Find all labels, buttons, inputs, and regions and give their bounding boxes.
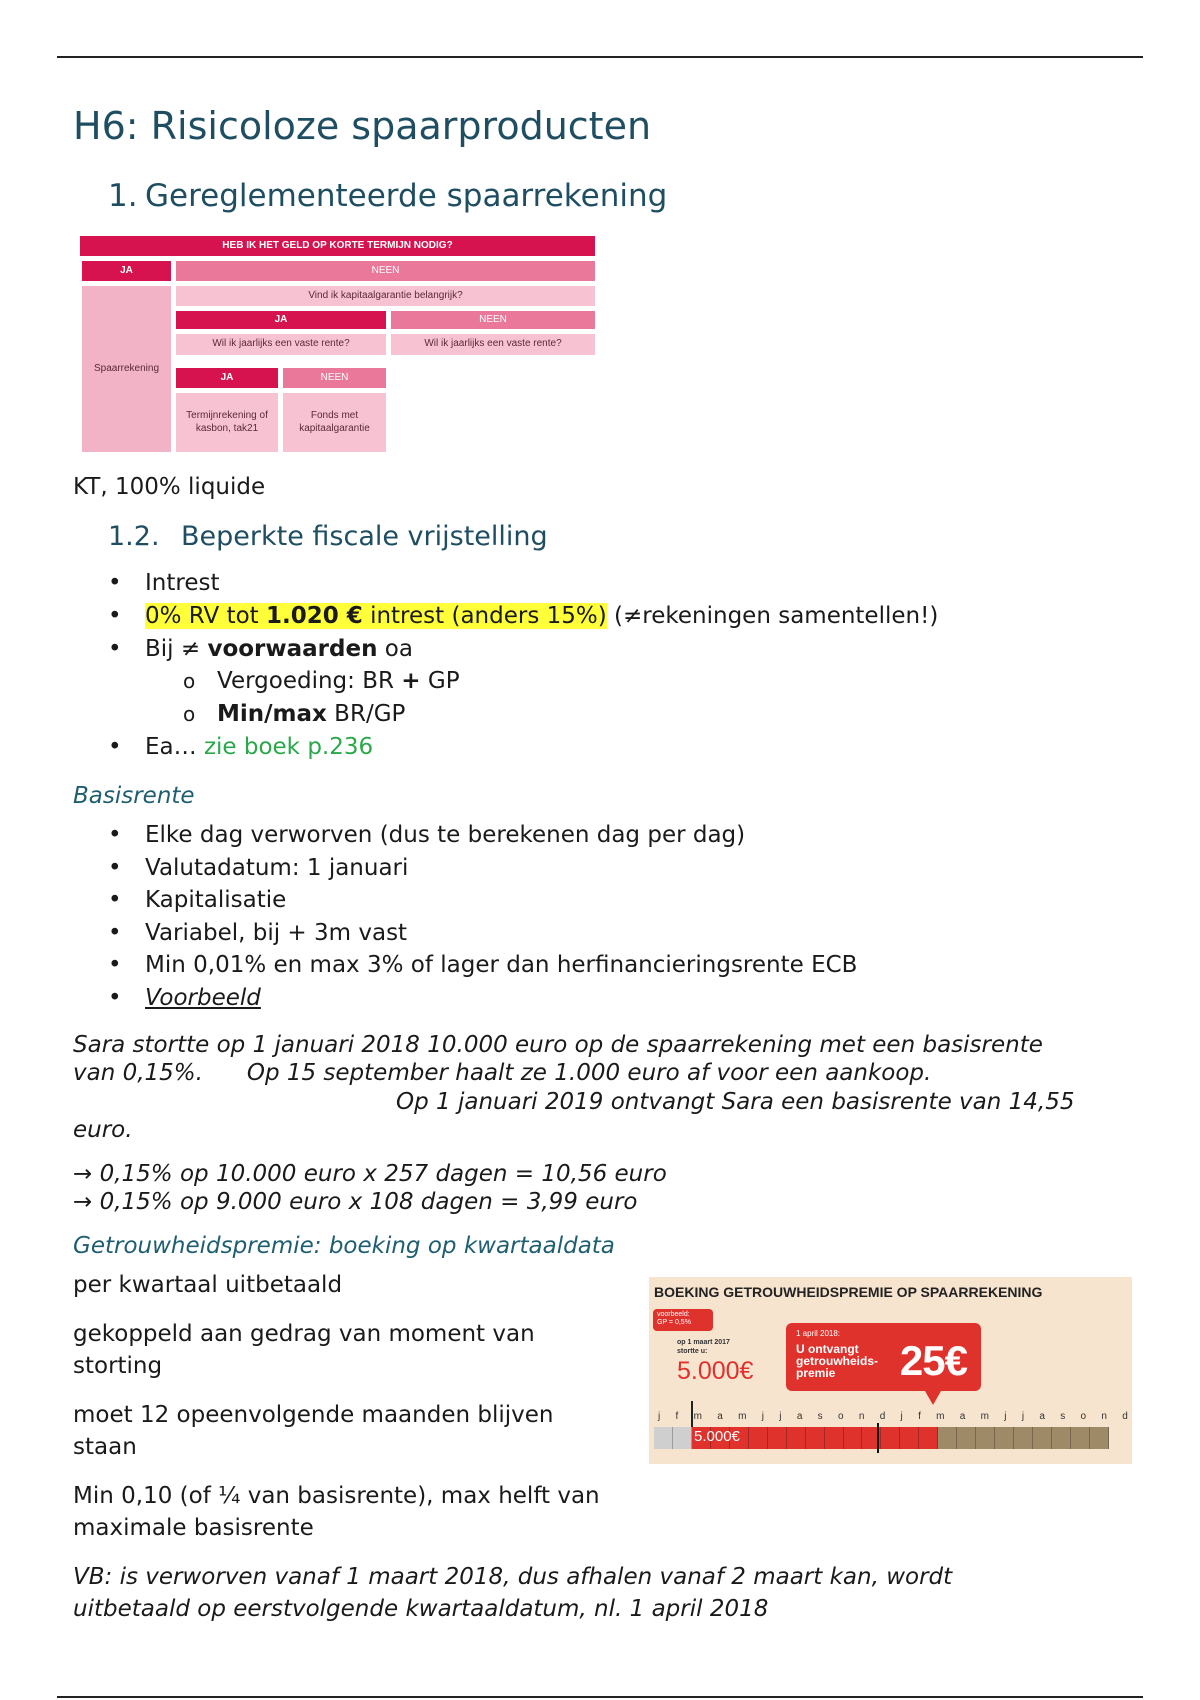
bold-text: + bbox=[401, 668, 421, 695]
month-label: n bbox=[858, 1411, 865, 1422]
flow-question-capital-guarantee: Vind ik kapitaalgarantie belangrijk? bbox=[176, 286, 595, 306]
bubble-text: U ontvangt getrouwheids-premie bbox=[796, 1342, 879, 1380]
section-heading bbox=[108, 178, 667, 214]
month-label: j bbox=[900, 1411, 903, 1422]
example-line: euro. bbox=[73, 1116, 133, 1143]
section-title: Gereglementeerde spaarrekening bbox=[145, 178, 668, 214]
text-part: Ea… bbox=[145, 733, 204, 760]
example-label: Voorbeeld bbox=[145, 984, 261, 1011]
deposit-date: op 1 maart 2017 bbox=[677, 1339, 730, 1346]
vb-line: uitbetaald op eerstvolgende kwartaaldatum, nl. 1 april 2018 bbox=[73, 1596, 769, 1622]
list-item bbox=[108, 731, 938, 764]
bold-text: voorwaarden bbox=[207, 635, 378, 662]
timeline-segment bbox=[825, 1427, 844, 1449]
flow-answer-ja-3: JA bbox=[176, 368, 278, 388]
list-item bbox=[108, 949, 857, 982]
list-item bbox=[108, 852, 857, 885]
timeline-segment bbox=[1090, 1427, 1109, 1449]
month-label: j bbox=[761, 1411, 764, 1422]
timeline-segment bbox=[881, 1427, 900, 1449]
text-part: BR/GP bbox=[326, 701, 406, 728]
timeline-segment bbox=[768, 1427, 787, 1449]
figure-title: BOEKING GETROUWHEIDSPREMIE OP SPAARREKENING bbox=[654, 1284, 1043, 1300]
text-part: Bij ≠ bbox=[145, 635, 208, 662]
text-part: 0% RV tot bbox=[145, 602, 266, 629]
month-label: d bbox=[1122, 1411, 1128, 1422]
timeline-segment bbox=[938, 1427, 957, 1449]
paragraph bbox=[73, 1480, 600, 1545]
list-item bbox=[108, 884, 857, 917]
timeline-segment bbox=[995, 1427, 1014, 1449]
month-label: s bbox=[817, 1411, 823, 1422]
example-line: Op 1 januari 2019 ontvangt Sara een basisrente van 14,55 bbox=[396, 1088, 1075, 1115]
month-label: a bbox=[959, 1411, 966, 1422]
paragraph-line: maximale basisrente bbox=[73, 1515, 314, 1541]
flow-answer-ja: JA bbox=[82, 261, 171, 281]
month-label: j bbox=[1021, 1411, 1025, 1422]
month-label: f bbox=[675, 1411, 679, 1422]
month-label: a bbox=[717, 1411, 723, 1422]
kt-line: KT, 100% liquide bbox=[73, 474, 266, 500]
flow-savings-account: Spaarrekening bbox=[82, 286, 171, 452]
list-item bbox=[108, 567, 938, 600]
deposit-amount: 5.000€ bbox=[677, 1357, 754, 1385]
text-part: oa bbox=[377, 635, 413, 662]
fiscal-list bbox=[108, 567, 938, 764]
section-number: 1. bbox=[108, 178, 138, 214]
basisrente-list bbox=[108, 819, 857, 1015]
basisrente-heading: Basisrente bbox=[73, 783, 195, 809]
month-label: a bbox=[796, 1411, 803, 1422]
bubble-date: 1 april 2018: bbox=[796, 1329, 841, 1338]
premie-heading: Getrouwheidspremie: boeking op kwartaaldata bbox=[73, 1233, 615, 1259]
example-tag bbox=[653, 1309, 713, 1331]
list-item bbox=[108, 819, 857, 852]
month-label: m bbox=[980, 1411, 989, 1422]
text-part: (≠rekeningen samentellen!) bbox=[606, 602, 939, 629]
text-part: GP bbox=[420, 668, 460, 695]
paragraph-line: staan bbox=[73, 1434, 137, 1460]
calculation bbox=[73, 1160, 667, 1217]
tag-line: voorbeeld: bbox=[657, 1311, 690, 1318]
timeline-segment bbox=[1014, 1427, 1033, 1449]
flow-answer-neen-2: NEEN bbox=[391, 311, 595, 329]
calc-text: 0,15% op 9.000 euro x 108 dagen = 3,99 euro bbox=[99, 1189, 638, 1216]
subsection-heading bbox=[108, 521, 548, 552]
month-label: m bbox=[693, 1411, 702, 1422]
month-label: n bbox=[1101, 1411, 1107, 1422]
tag-line: GP = 0,5% bbox=[657, 1318, 691, 1326]
top-rule bbox=[57, 56, 1143, 58]
month-label: m bbox=[738, 1411, 747, 1422]
timeline-segment bbox=[1071, 1427, 1090, 1449]
month-label: f bbox=[918, 1411, 921, 1422]
example-line: Sara stortte op 1 januari 2018 10.000 euro op de spaarrekening met een basisrente bbox=[73, 1032, 1043, 1058]
bold-text: Min/max bbox=[217, 701, 327, 728]
month-label: j bbox=[658, 1411, 661, 1422]
list-item bbox=[108, 982, 857, 1015]
month-label: d bbox=[879, 1411, 886, 1422]
timeline-segment bbox=[957, 1427, 976, 1449]
vb-text bbox=[73, 1561, 952, 1625]
month-label: m bbox=[936, 1411, 945, 1422]
timeline-segment bbox=[844, 1427, 863, 1449]
timeline-segment bbox=[749, 1427, 768, 1449]
flow-answer-neen: NEEN bbox=[176, 261, 595, 281]
deposit-caption: stortte u: bbox=[677, 1348, 708, 1355]
example-line: van 0,15%. Op 15 september haalt ze 1.000 euro af voor een aankoop. bbox=[73, 1060, 932, 1087]
timeline-segment bbox=[919, 1427, 938, 1449]
vb-line: VB: is verworven vanaf 1 maart 2018, dus afhalen vanaf 2 maart kan, wordt bbox=[73, 1564, 953, 1590]
list-item-text: Intrest bbox=[145, 570, 220, 596]
list-item bbox=[108, 633, 938, 666]
timeline-segment bbox=[654, 1427, 673, 1449]
sub-list-item bbox=[108, 698, 938, 731]
month-label: j bbox=[1004, 1411, 1007, 1422]
flow-answer-neen-3: NEEN bbox=[283, 368, 386, 388]
timeline-segment bbox=[806, 1427, 825, 1449]
paragraph bbox=[73, 1318, 600, 1383]
month-label: j bbox=[779, 1411, 782, 1422]
calc-line bbox=[73, 1160, 667, 1188]
list-item-text: Variabel, bij + 3m vast bbox=[145, 919, 408, 946]
arrow-icon: → bbox=[73, 1189, 93, 1216]
list-item-text: Elke dag verworven (dus te berekenen dag per dag) bbox=[145, 822, 746, 848]
month-label: o bbox=[1080, 1411, 1087, 1422]
flow-question-short-term: HEB IK HET GELD OP KORTE TERMIJN NODIG? bbox=[80, 236, 595, 256]
list-item bbox=[108, 600, 938, 633]
paragraph: per kwartaal uitbetaald bbox=[73, 1272, 343, 1298]
premie-text bbox=[73, 1269, 600, 1545]
calc-line bbox=[73, 1188, 667, 1216]
month-label: o bbox=[837, 1411, 844, 1422]
flow-answer-ja-2: JA bbox=[176, 311, 386, 329]
flow-term-account: Termijnrekening of kasbon, tak21 bbox=[176, 393, 278, 452]
text-part: Vergoeding: BR bbox=[217, 668, 402, 695]
bubble-value: 25€ bbox=[899, 1337, 967, 1384]
loyalty-premium-figure bbox=[649, 1277, 1132, 1464]
timeline-segment bbox=[1052, 1427, 1071, 1449]
bottom-rule bbox=[57, 1696, 1143, 1698]
timeline-amount: 5.000€ bbox=[694, 1428, 740, 1445]
text-part: intrest (anders 15%) bbox=[362, 602, 607, 629]
list-item bbox=[108, 917, 857, 950]
example-text bbox=[73, 1031, 1074, 1144]
month-label: s bbox=[1060, 1411, 1066, 1422]
sub-list-item bbox=[108, 665, 938, 698]
list-item-text: Valutadatum: 1 januari bbox=[145, 854, 409, 881]
flow-question-fixed-rate-2: Wil ik jaarlijks een vaste rente? bbox=[391, 334, 595, 355]
timeline-segment bbox=[1033, 1427, 1052, 1449]
timeline-segment bbox=[976, 1427, 995, 1449]
flow-fund: Fonds met kapitaalgarantie bbox=[283, 393, 386, 452]
paragraph-line: storting bbox=[73, 1353, 163, 1379]
decision-flowchart bbox=[80, 236, 595, 452]
paragraph bbox=[73, 1399, 600, 1464]
subsection-title: Beperkte fiscale vrijstelling bbox=[181, 521, 548, 552]
month-label: a bbox=[1039, 1411, 1045, 1422]
bubble-pointer bbox=[925, 1391, 941, 1405]
highlighted-text bbox=[145, 603, 607, 629]
paragraph-line: moet 12 opeenvolgende maanden blijven bbox=[73, 1401, 554, 1428]
flow-question-fixed-rate: Wil ik jaarlijks een vaste rente? bbox=[176, 334, 386, 355]
bold-text: 1.020 € bbox=[266, 602, 363, 629]
year-marker bbox=[877, 1423, 879, 1453]
book-reference: zie boek p.236 bbox=[203, 733, 374, 760]
month-axis bbox=[658, 1411, 1128, 1422]
timeline-segment bbox=[673, 1427, 692, 1449]
timeline-segment bbox=[900, 1427, 919, 1449]
calc-text: 0,15% op 10.000 euro x 257 dagen = 10,56 euro bbox=[99, 1161, 667, 1187]
page-title: H6: Risicoloze spaarproducten bbox=[73, 104, 652, 148]
premium-bubble bbox=[786, 1323, 981, 1391]
list-item-text: Min 0,01% en max 3% of lager dan herfinancieringsrente ECB bbox=[145, 952, 858, 979]
paragraph-line: gekoppeld aan gedrag van moment van bbox=[73, 1320, 535, 1347]
list-item-text: Kapitalisatie bbox=[145, 887, 287, 914]
subsection-number: 1.2. bbox=[108, 521, 160, 552]
paragraph-line: Min 0,10 (of ¼ van basisrente), max helft van bbox=[73, 1482, 600, 1509]
timeline-segment bbox=[787, 1427, 806, 1449]
arrow-icon: → bbox=[73, 1161, 93, 1187]
